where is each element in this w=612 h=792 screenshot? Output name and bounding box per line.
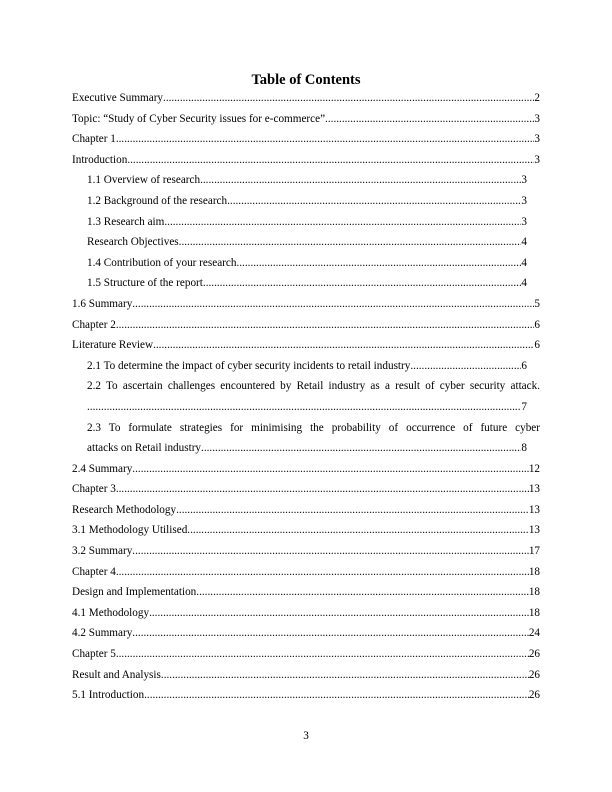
toc-entry[interactable] [72, 607, 540, 620]
toc-entry-page: 3 [534, 112, 540, 125]
toc-entry[interactable] [87, 442, 527, 455]
toc-entry-page: 4 [521, 236, 527, 249]
toc-entry-page: 24 [528, 627, 540, 640]
dot-leader [132, 627, 529, 640]
toc-entry-page: 13 [528, 483, 540, 496]
toc-entry-page: 26 [528, 689, 540, 702]
toc-entry-page: 17 [528, 545, 540, 558]
toc-entry-label: 4.2 Summary [72, 627, 133, 640]
dot-leader [116, 483, 529, 496]
dot-leader [410, 360, 521, 373]
toc-entry-label: Chapter 5 [72, 648, 116, 661]
dot-leader [132, 545, 529, 558]
toc-entry[interactable] [72, 339, 540, 352]
toc-entry-label: Executive Summary [72, 92, 164, 104]
toc-entry-page: 3 [521, 174, 527, 187]
toc-entry-page: 13 [528, 524, 540, 537]
toc-entry[interactable] [72, 504, 540, 517]
toc-entry-label: 1.6 Summary [72, 297, 133, 310]
toc-entry-label: 1.4 Contribution of your research [87, 256, 237, 269]
dot-leader [201, 442, 521, 455]
dot-leader [236, 257, 521, 270]
toc-entry-page: 4 [521, 256, 527, 269]
toc-entry[interactable] [87, 401, 527, 414]
dot-leader [116, 133, 535, 146]
toc-entry-label: 1.5 Structure of the report [87, 277, 203, 290]
dot-leader [164, 216, 521, 229]
toc-entry[interactable] [72, 463, 540, 476]
dot-leader [127, 154, 534, 167]
dot-leader [196, 586, 529, 599]
toc-entry[interactable] [72, 627, 540, 640]
toc-entry-label: Chapter 1 [72, 133, 116, 146]
toc-entry-page: 4 [521, 277, 527, 290]
dot-leader [227, 195, 521, 208]
toc-entry-label: Research Methodology [72, 503, 177, 516]
toc-entry[interactable] [72, 113, 540, 126]
page-number: 3 [303, 730, 309, 742]
dot-leader [203, 277, 522, 290]
toc-entry-label[interactable]: 2.2 To ascertain challenges encountered by Retail industry as a result of cyber security attack. [87, 380, 540, 393]
toc-entry-label-continued: attacks on Retail industry [87, 442, 202, 455]
toc-entry[interactable] [87, 257, 527, 270]
toc-entry-label: 1.1 Overview of research [87, 174, 201, 187]
toc-entry-page: 5 [534, 297, 540, 310]
toc-entry-label: Research Objectives [87, 236, 179, 249]
dot-leader [153, 339, 534, 352]
dot-leader [187, 524, 529, 537]
dot-leader [161, 669, 529, 682]
toc-entry[interactable] [72, 154, 540, 167]
toc-entry-page: 18 [528, 586, 540, 599]
toc-entry-label: Literature Review [72, 339, 154, 352]
toc-entry-label: 2.4 Summary [72, 462, 133, 475]
toc-entry-page: 7 [521, 400, 527, 413]
toc-entry[interactable] [72, 524, 540, 537]
dot-leader [149, 607, 529, 620]
dot-leader [325, 113, 534, 126]
toc-entry-label[interactable]: 2.3 To formulate strategies for minimising the probability of occurrence of future cyber [87, 421, 540, 434]
page-title: Table of Contents [251, 72, 361, 88]
toc-entry[interactable] [72, 566, 540, 579]
dot-leader [116, 648, 529, 661]
toc-entry-label: 1.2 Background of the research [87, 194, 228, 207]
dot-leader [200, 174, 521, 187]
toc-entry[interactable] [72, 298, 540, 311]
toc-entry-label: Result and Analysis [72, 668, 161, 681]
toc-entry-label: 5.1 Introduction [72, 689, 145, 702]
toc-entry-page: 6 [521, 359, 527, 372]
toc-entry-label: 1.3 Research aim [87, 215, 165, 228]
dot-leader [116, 319, 535, 332]
toc-entry[interactable] [87, 174, 527, 187]
dot-leader [176, 504, 529, 517]
toc-entry-label: Chapter 3 [72, 483, 116, 496]
toc-entry-label: Chapter 4 [72, 565, 116, 578]
table-of-contents [72, 92, 540, 710]
toc-entry-page: 12 [528, 462, 540, 475]
toc-entry-label: 4.1 Methodology [72, 606, 150, 619]
toc-entry[interactable] [87, 195, 527, 208]
dot-leader [179, 236, 522, 249]
toc-entry-page: 3 [521, 215, 527, 228]
toc-entry[interactable] [72, 319, 540, 332]
toc-entry[interactable] [87, 216, 527, 229]
toc-entry[interactable] [72, 133, 540, 146]
toc-entry-page: 18 [528, 606, 540, 619]
toc-entry-label: 3.1 Methodology Utilised [72, 524, 188, 537]
toc-entry-page: 3 [534, 153, 540, 166]
toc-entry[interactable] [87, 360, 527, 373]
dot-leader [87, 401, 521, 414]
dot-leader [116, 566, 529, 579]
toc-entry-page: 6 [534, 318, 540, 331]
toc-entry[interactable] [87, 236, 527, 249]
toc-entry[interactable] [72, 92, 540, 105]
toc-entry-label: Design and Implementation [72, 586, 197, 599]
toc-entry-page: 2 [534, 92, 540, 104]
toc-entry-page: 13 [528, 503, 540, 516]
toc-entry-page: 8 [521, 442, 527, 455]
toc-entry[interactable] [87, 277, 527, 290]
toc-entry-label: Chapter 2 [72, 318, 116, 331]
toc-entry[interactable] [72, 648, 540, 661]
toc-entry-label: Introduction [72, 153, 128, 166]
toc-entry-page: 26 [528, 668, 540, 681]
dot-leader [132, 463, 529, 476]
toc-entry-label: 3.2 Summary [72, 545, 133, 558]
toc-entry-page: 3 [521, 194, 527, 207]
dot-leader [163, 92, 534, 105]
dot-leader [144, 689, 529, 702]
toc-entry-label: Topic: “Study of Cyber Security issues for e-commerce” [72, 112, 326, 125]
toc-entry[interactable] [72, 689, 540, 702]
toc-entry-page: 26 [528, 648, 540, 661]
toc-entry[interactable] [72, 586, 540, 599]
toc-entry-page: 6 [534, 339, 540, 352]
toc-entry-page: 3 [534, 133, 540, 146]
dot-leader [132, 298, 534, 311]
toc-entry-page: 18 [528, 565, 540, 578]
toc-entry[interactable] [72, 483, 540, 496]
toc-entry-label: 2.1 To determine the impact of cyber security incidents to retail industry [87, 359, 411, 372]
toc-entry[interactable] [72, 545, 540, 558]
toc-entry[interactable] [72, 669, 540, 682]
